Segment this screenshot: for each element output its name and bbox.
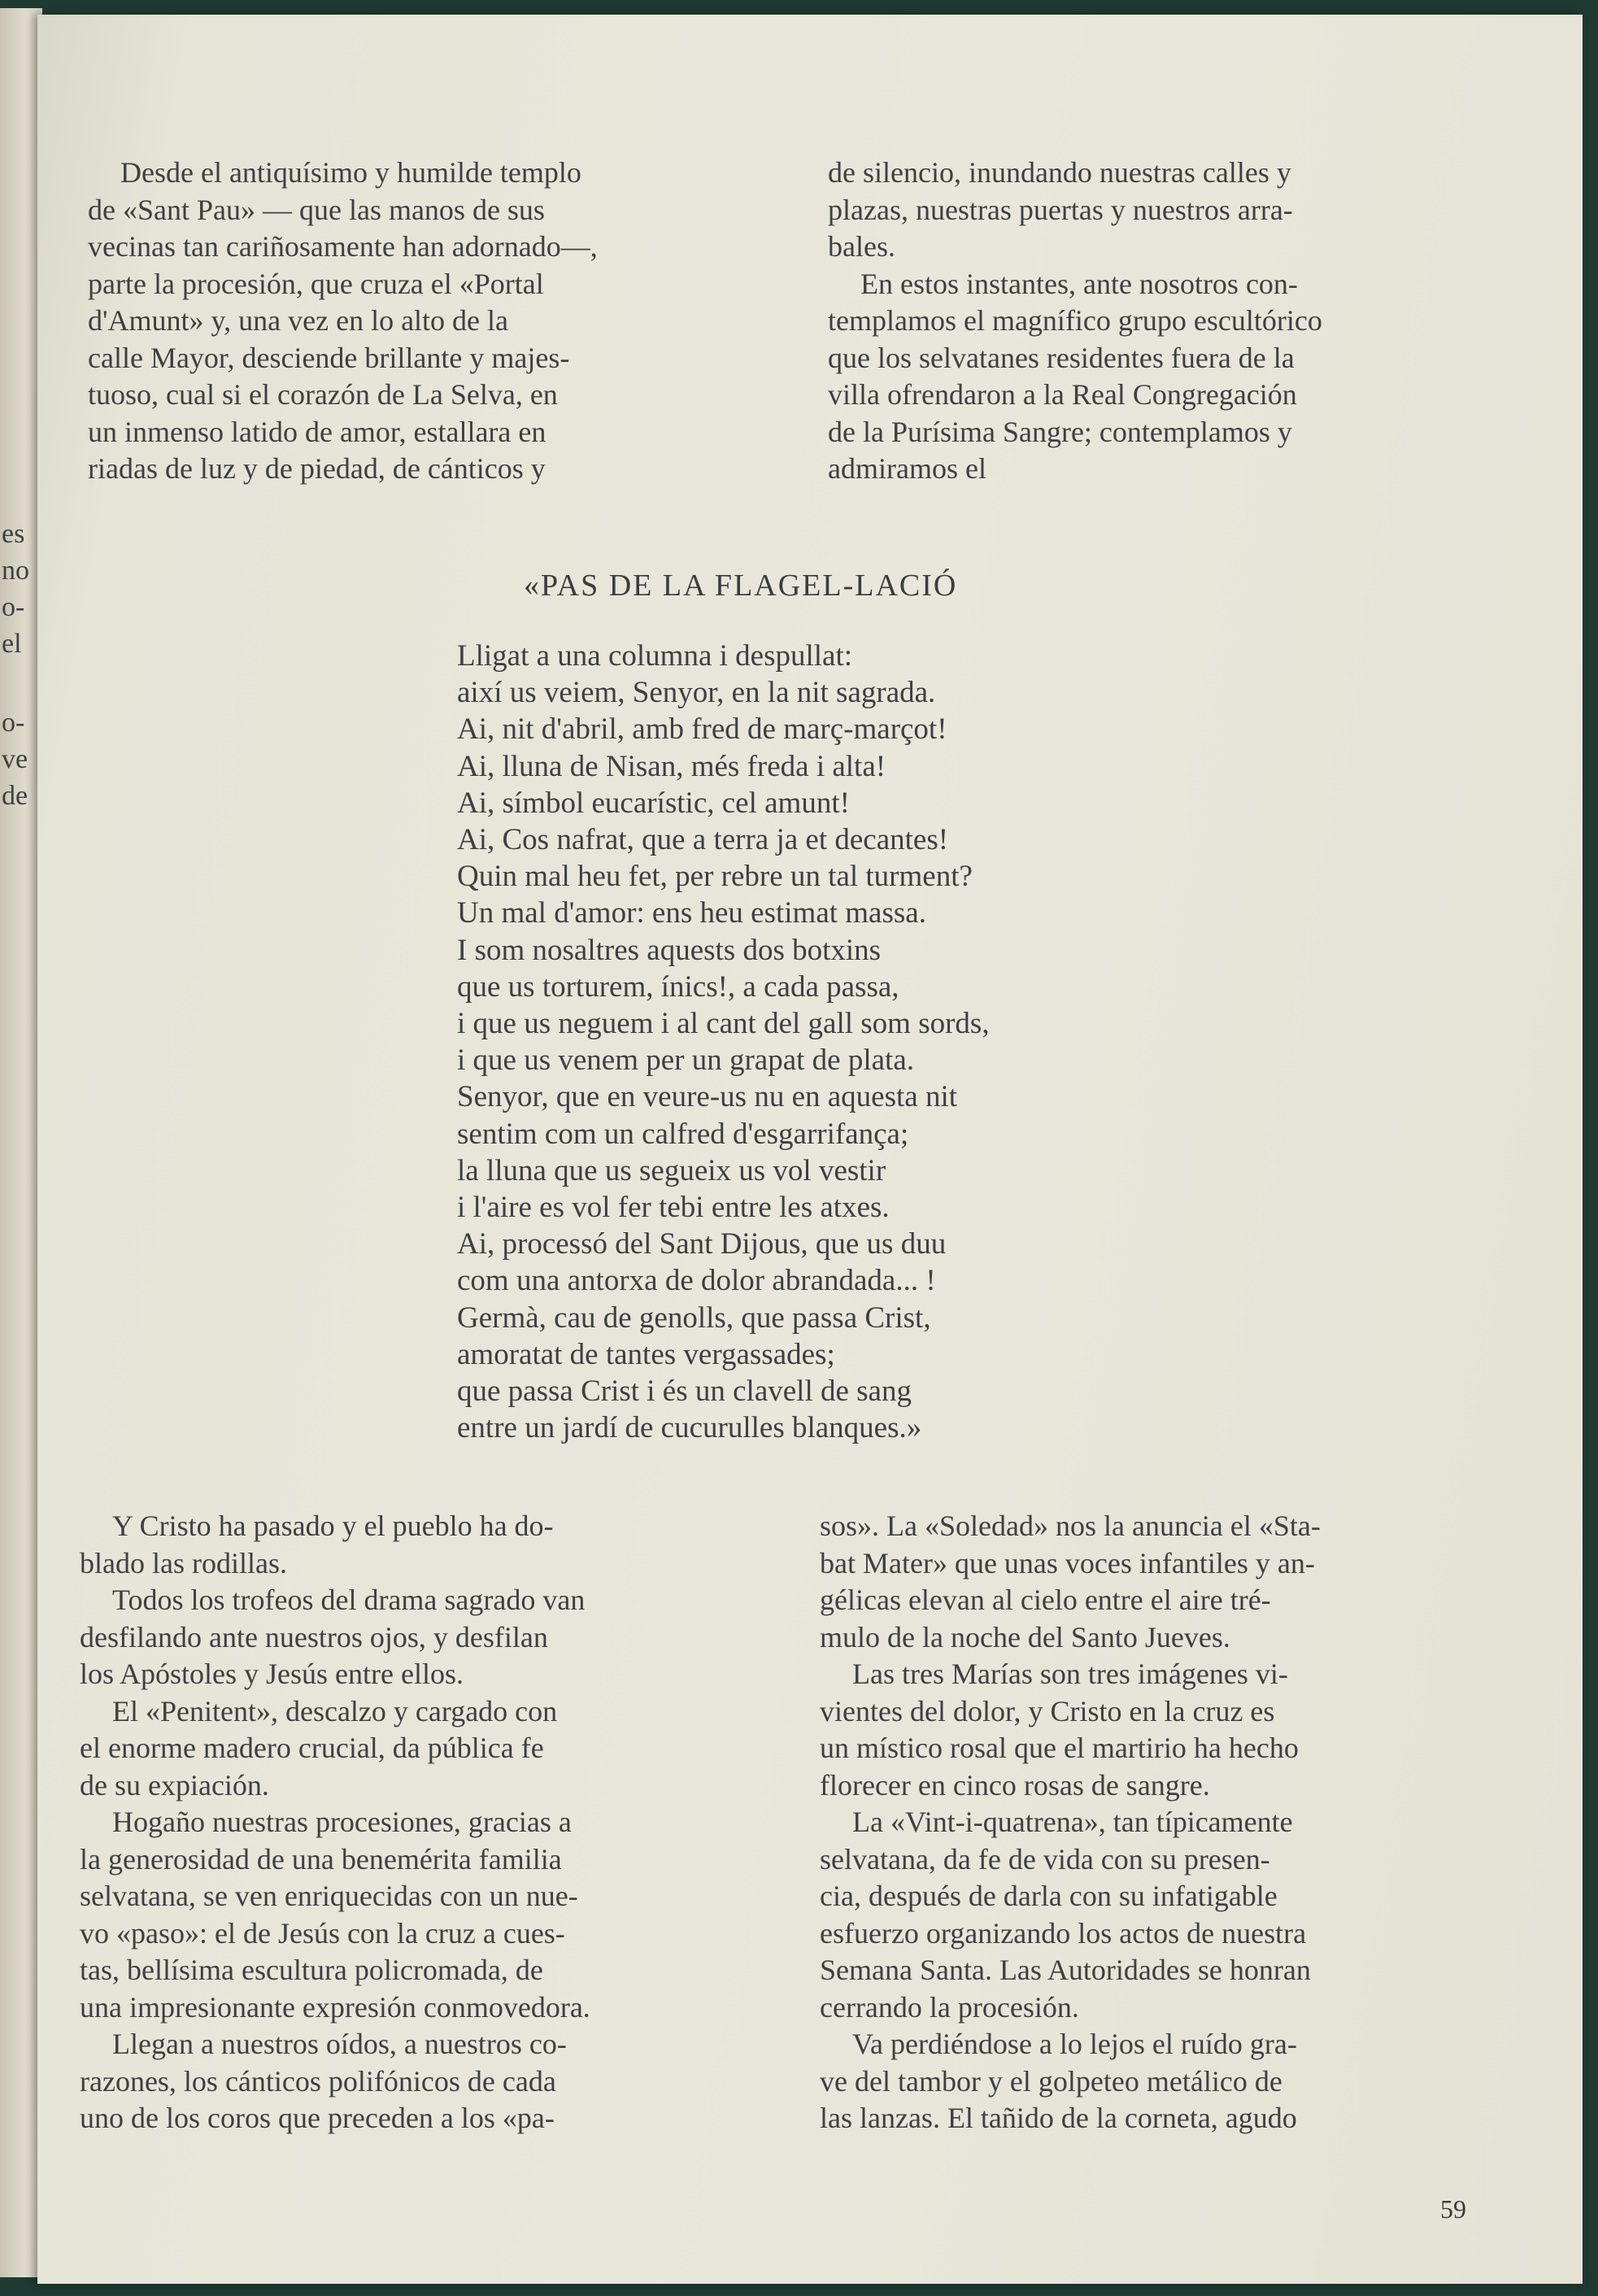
text-line: Hogaño nuestras procesiones, gracias a — [112, 1806, 572, 1838]
poem-line: amoratat de tantes vergassades; — [457, 1337, 835, 1371]
poem-line: i que us neguem i al cant del gall som sords, — [457, 1007, 990, 1041]
text-line: parte la procesión, que cruza el «Portal — [88, 267, 544, 300]
text-line: las lanzas. El tañido de la corneta, agudo — [820, 2102, 1297, 2134]
poem-line: així us veiem, Senyor, en la nit sagrada. — [457, 676, 936, 710]
text-line: riadas de luz y de piedad, de cánticos y — [88, 452, 546, 485]
previous-page-edge — [0, 8, 42, 2277]
text-line: desfilando ante nuestros ojos, y desfilan — [80, 1620, 548, 1653]
text-line: villa ofrendaron a la Real Congregación — [828, 378, 1297, 411]
poem-line: Quin mal heu fet, per rebre un tal turment? — [457, 860, 973, 894]
bottom-right-column — [820, 1508, 1527, 2137]
margin-fragment: el — [2, 629, 22, 659]
poem-line: la lluna que us segueix us vol vestir — [457, 1153, 886, 1187]
margin-fragment: no — [2, 555, 29, 586]
text-line: ve del tambor y el golpeteo metálico de — [820, 2064, 1282, 2098]
text-line: Va perdiéndose a lo lejos el ruído gra- — [852, 2028, 1297, 2060]
poem-line: Ai, processó del Sant Dijous, que us duu — [457, 1227, 947, 1261]
margin-fragment: es — [2, 519, 25, 549]
margin-fragment: o- — [2, 708, 25, 738]
poem-line: i que us venem per un grapat de plata. — [457, 1043, 914, 1078]
text-line: florecer en cinco rosas de sangre. — [820, 1768, 1210, 1802]
text-line: vo «paso»: el de Jesús con la cruz a cues- — [80, 1916, 565, 1950]
poem-line: que us torturem, ínics!, a cada passa, — [457, 969, 899, 1004]
text-line: razones, los cánticos polifónicos de cada — [80, 2064, 556, 2098]
text-line: bales. — [828, 230, 895, 263]
poem-title: «PAS DE LA FLAGEL-LACIÓ — [524, 569, 958, 603]
text-line: de su expiación. — [80, 1768, 269, 1802]
bottom-left-column — [80, 1508, 780, 2137]
text-line: la generosidad de una benemérita familia — [80, 1842, 562, 1876]
text-line: Y Cristo ha pasado y el pueblo ha do- — [112, 1510, 554, 1542]
text-line: bat Mater» que unas voces infantiles y an- — [820, 1546, 1315, 1579]
text-line: el enorme madero crucial, da pública fe — [80, 1732, 544, 1764]
poem-line: i l'aire es vol fer tebi entre les atxes. — [457, 1191, 890, 1225]
top-right-column — [828, 155, 1527, 488]
text-line: Desde el antiquísimo y humilde templo — [120, 156, 581, 189]
poem-line: que passa Crist i és un clavell de sang — [457, 1375, 912, 1409]
poem-line: Senyor, que en veure-us nu en aquesta nit — [457, 1080, 957, 1114]
text-line: tuoso, cual si el corazón de La Selva, en — [88, 378, 558, 411]
text-line: de la Purísima Sangre; contemplamos y — [828, 415, 1292, 448]
text-line: vecinas tan cariñosamente han adornado—, — [88, 230, 598, 263]
poem-line: Germà, cau de genolls, que passa Crist, — [457, 1300, 931, 1335]
text-line: uno de los coros que preceden a los «pa- — [80, 2102, 555, 2134]
text-line: En estos instantes, ante nosotros con- — [860, 267, 1298, 300]
margin-fragment: ve — [2, 744, 28, 774]
page-number: 59 — [1440, 2194, 1466, 2224]
poem-line: entre un jardí de cucurulles blanques.» — [457, 1411, 922, 1445]
text-line: cia, después de darla con su infatigable — [820, 1880, 1278, 1912]
text-line: que los selvatanes residentes fuera de la — [828, 341, 1295, 374]
document-page — [37, 15, 1583, 2284]
text-line: vientes del dolor, y Cristo en la cruz es — [820, 1694, 1275, 1727]
text-line: plazas, nuestras puertas y nuestros arra- — [828, 193, 1293, 226]
text-line: calle Mayor, desciende brillante y majes- — [88, 341, 570, 374]
margin-fragment: de — [2, 781, 28, 811]
text-line: La «Vint-i-quatrena», tan típicamente — [852, 1806, 1293, 1838]
text-line: Llegan a nuestros oídos, a nuestros co- — [112, 2028, 567, 2060]
text-line: sos». La «Soledad» nos la anuncia el «Sta- — [820, 1510, 1321, 1542]
poem-line: I som nosaltres aquests dos botxins — [457, 933, 882, 967]
text-line: cerrando la procesión. — [820, 1990, 1079, 2024]
text-line: Todos los trofeos del drama sagrado van — [112, 1584, 586, 1616]
poem-line: sentim com un calfred d'esgarrifança; — [457, 1117, 909, 1151]
margin-fragment: o- — [2, 592, 25, 622]
text-line: de «Sant Pau» — que las manos de sus — [88, 193, 545, 226]
text-line: El «Penitent», descalzo y cargado con — [112, 1694, 558, 1727]
poem-line: com una antorxa de dolor abrandada... ! — [457, 1264, 936, 1298]
poem — [457, 638, 990, 1446]
poem-line: Ai, lluna de Nisan, més freda i alta! — [457, 749, 886, 783]
text-line: templamos el magnífico grupo escultórico — [828, 304, 1322, 337]
text-line: los Apóstoles y Jesús entre ellos. — [80, 1658, 464, 1690]
text-line: esfuerzo organizando los actos de nuestra — [820, 1916, 1307, 1950]
poem-line: Ai, Cos nafrat, que a terra ja et decantes! — [457, 823, 949, 857]
poem-line: Un mal d'amor: ens heu estimat massa. — [457, 896, 926, 930]
text-line: un inmenso latido de amor, estallara en — [88, 415, 546, 448]
text-line: blado las rodillas. — [80, 1546, 287, 1579]
text-line: un místico rosal que el martirio ha hecho — [820, 1732, 1299, 1764]
text-line: Las tres Marías son tres imágenes vi- — [852, 1658, 1288, 1690]
top-left-column — [88, 155, 780, 488]
text-line: una impresionante expresión conmovedora. — [80, 1990, 590, 2024]
text-line: d'Amunt» y, una vez en lo alto de la — [88, 304, 509, 337]
poem-line: Ai, nit d'abril, amb fred de març-marçot! — [457, 712, 947, 747]
poem-line: Lligat a una columna i despullat: — [457, 639, 853, 673]
poem-line: Ai, símbol eucarístic, cel amunt! — [457, 786, 850, 820]
text-line: mulo de la noche del Santo Jueves. — [820, 1620, 1230, 1653]
text-line: de silencio, inundando nuestras calles y — [828, 156, 1291, 189]
text-line: selvatana, se ven enriquecidas con un nue- — [80, 1880, 578, 1912]
text-line: selvatana, da fe de vida con su presen- — [820, 1842, 1270, 1876]
text-line: gélicas elevan al cielo entre el aire tré- — [820, 1584, 1271, 1616]
text-line: tas, bellísima escultura policromada, de — [80, 1954, 543, 1986]
text-line: admiramos el — [828, 452, 986, 485]
text-line: Semana Santa. Las Autoridades se honran — [820, 1954, 1311, 1986]
